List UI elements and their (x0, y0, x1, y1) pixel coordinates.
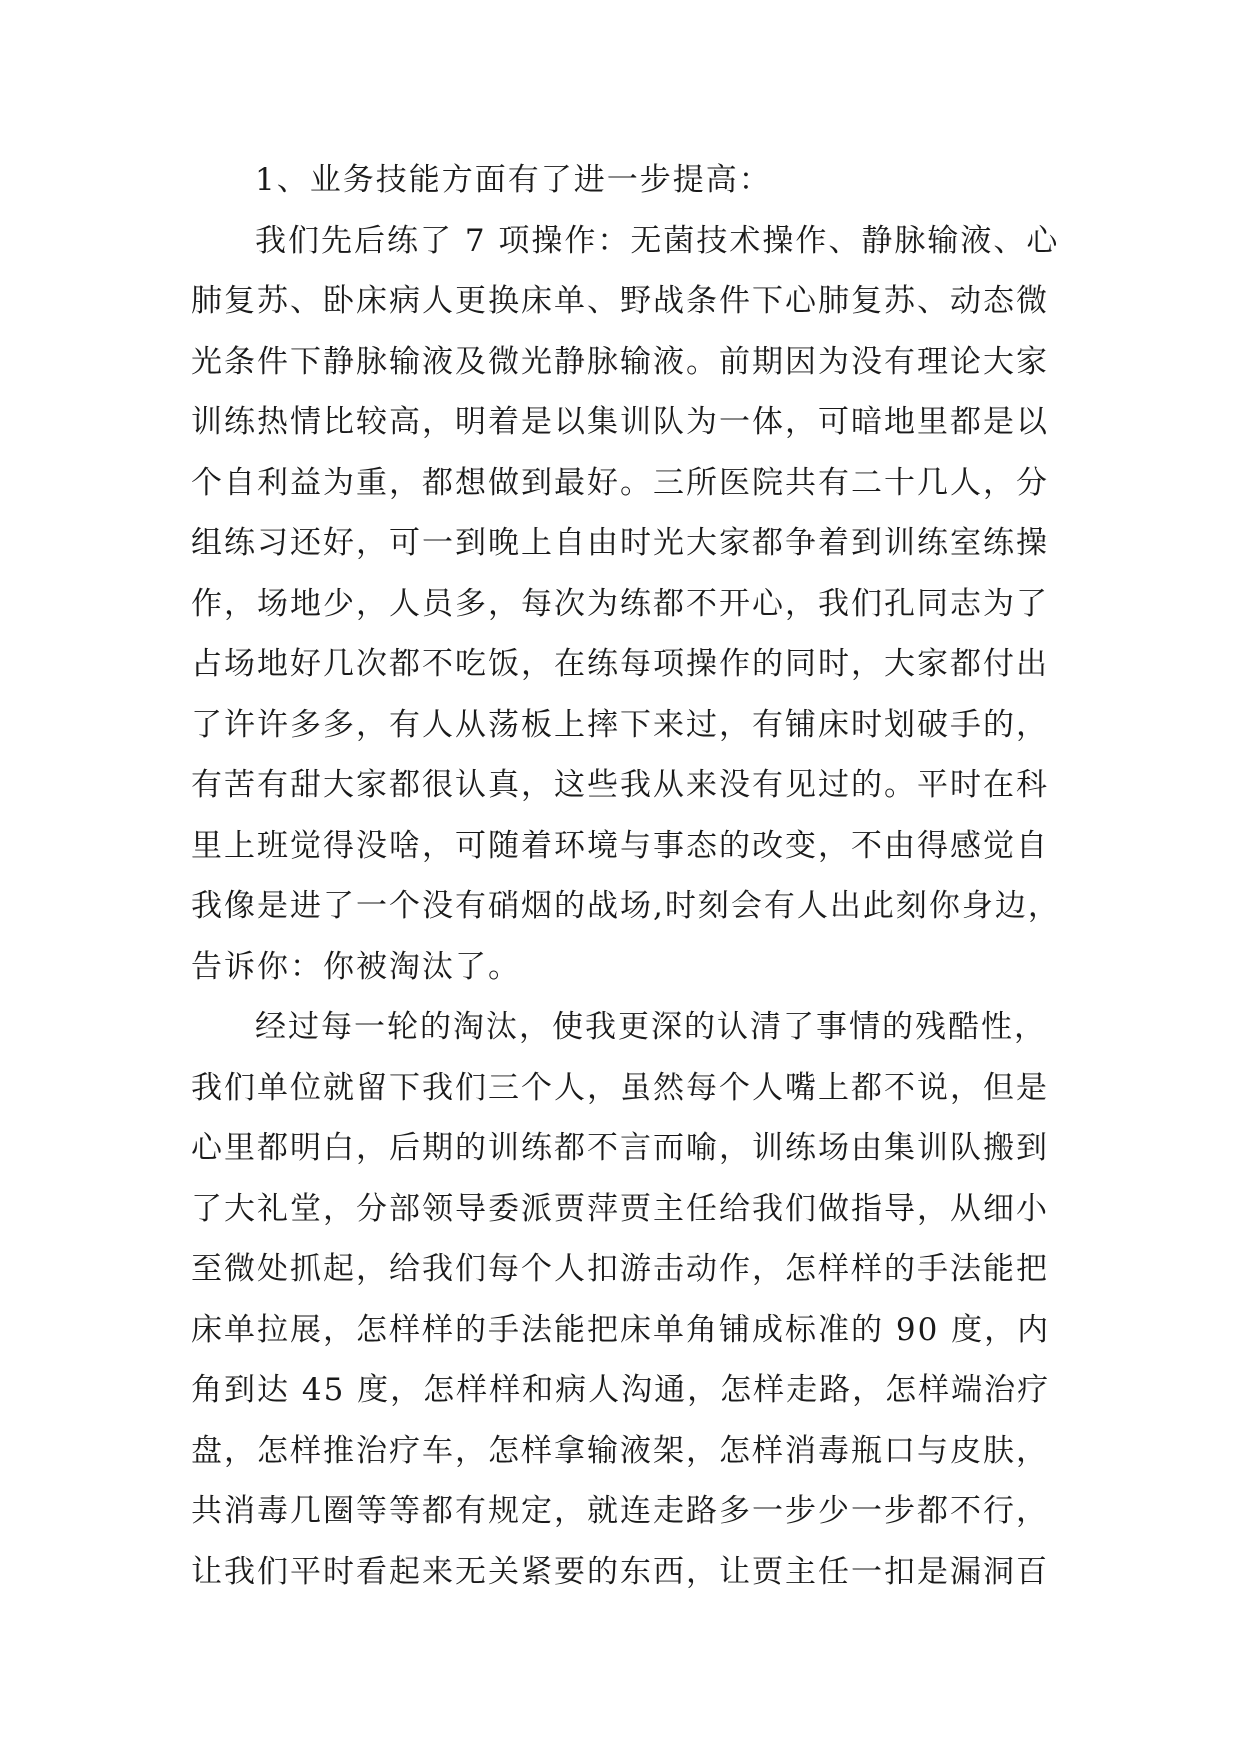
paragraph-line: 共消毒几圈等等都有规定，就连走路多一步少一步都不行， (191, 1493, 1049, 1529)
document-body (191, 160, 1071, 1612)
paragraph-line: 经过每一轮的淘汰，使我更深的认清了事情的残酷性， (255, 1009, 1047, 1045)
paragraph-line: 肺复苏、卧床病人更换床单、野战条件下心肺复苏、动态微 (191, 283, 1049, 319)
paragraph-line: 心里都明白，后期的训练都不言而喻，训练场由集训队搬到 (191, 1130, 1049, 1166)
paragraph-line: 作，场地少，人员多，每次为练都不开心，我们孔同志为了 (191, 585, 1049, 622)
paragraph-line: 光条件下静脉输液及微光静脉输液。前期因为没有理论大家 (191, 343, 1049, 380)
paragraph-line: 了许许多多，有人从荡板上摔下来过，有铺床时划破手的， (191, 706, 1049, 743)
paragraph-line: 训练热情比较高，明着是以集训队为一体，可暗地里都是以 (191, 404, 1049, 440)
paragraph-line: 了大礼堂，分部领导委派贾萍贾主任给我们做指导，从细小 (191, 1190, 1049, 1227)
paragraph-line: 我像是进了一个没有硝烟的战场,时刻会有人出此刻你身边， (191, 888, 1061, 924)
paragraph-line: 我们先后练了 7 项操作：无菌技术操作、静脉输液、心 (255, 222, 1060, 259)
paragraph-line: 里上班觉得没啥，可随着环境与事态的改变，不由得感觉自 (191, 827, 1049, 864)
paragraph-line: 角到达 45 度，怎样样和病人沟通，怎样走路，怎样端治疗 (191, 1372, 1051, 1408)
paragraph-line: 告诉你：你被淘汰了。 (191, 948, 521, 985)
paragraph-line: 有苦有甜大家都很认真，这些我从来没有见过的。平时在科 (191, 767, 1049, 803)
paragraph-line: 组练习还好，可一到晚上自由时光大家都争着到训练室练操 (191, 525, 1049, 561)
paragraph-line: 占场地好几次都不吃饭，在练每项操作的同时，大家都付出 (191, 646, 1049, 682)
paragraph-line: 至微处抓起，给我们每个人扣游击动作，怎样样的手法能把 (191, 1251, 1049, 1287)
section-heading: 1、业务技能方面有了进一步提高： (255, 162, 772, 198)
paragraph-line: 让我们平时看起来无关紧要的东西，让贾主任一扣是漏洞百 (191, 1553, 1049, 1590)
paragraph-line: 个自利益为重，都想做到最好。三所医院共有二十几人，分 (191, 464, 1049, 501)
paragraph-line: 盘，怎样推治疗车，怎样拿输液架，怎样消毒瓶口与皮肤， (191, 1432, 1049, 1469)
paragraph-line: 我们单位就留下我们三个人，虽然每个人嘴上都不说，但是 (191, 1069, 1049, 1106)
paragraph-line: 床单拉展，怎样样的手法能把床单角铺成标准的 90 度，内 (191, 1311, 1051, 1348)
